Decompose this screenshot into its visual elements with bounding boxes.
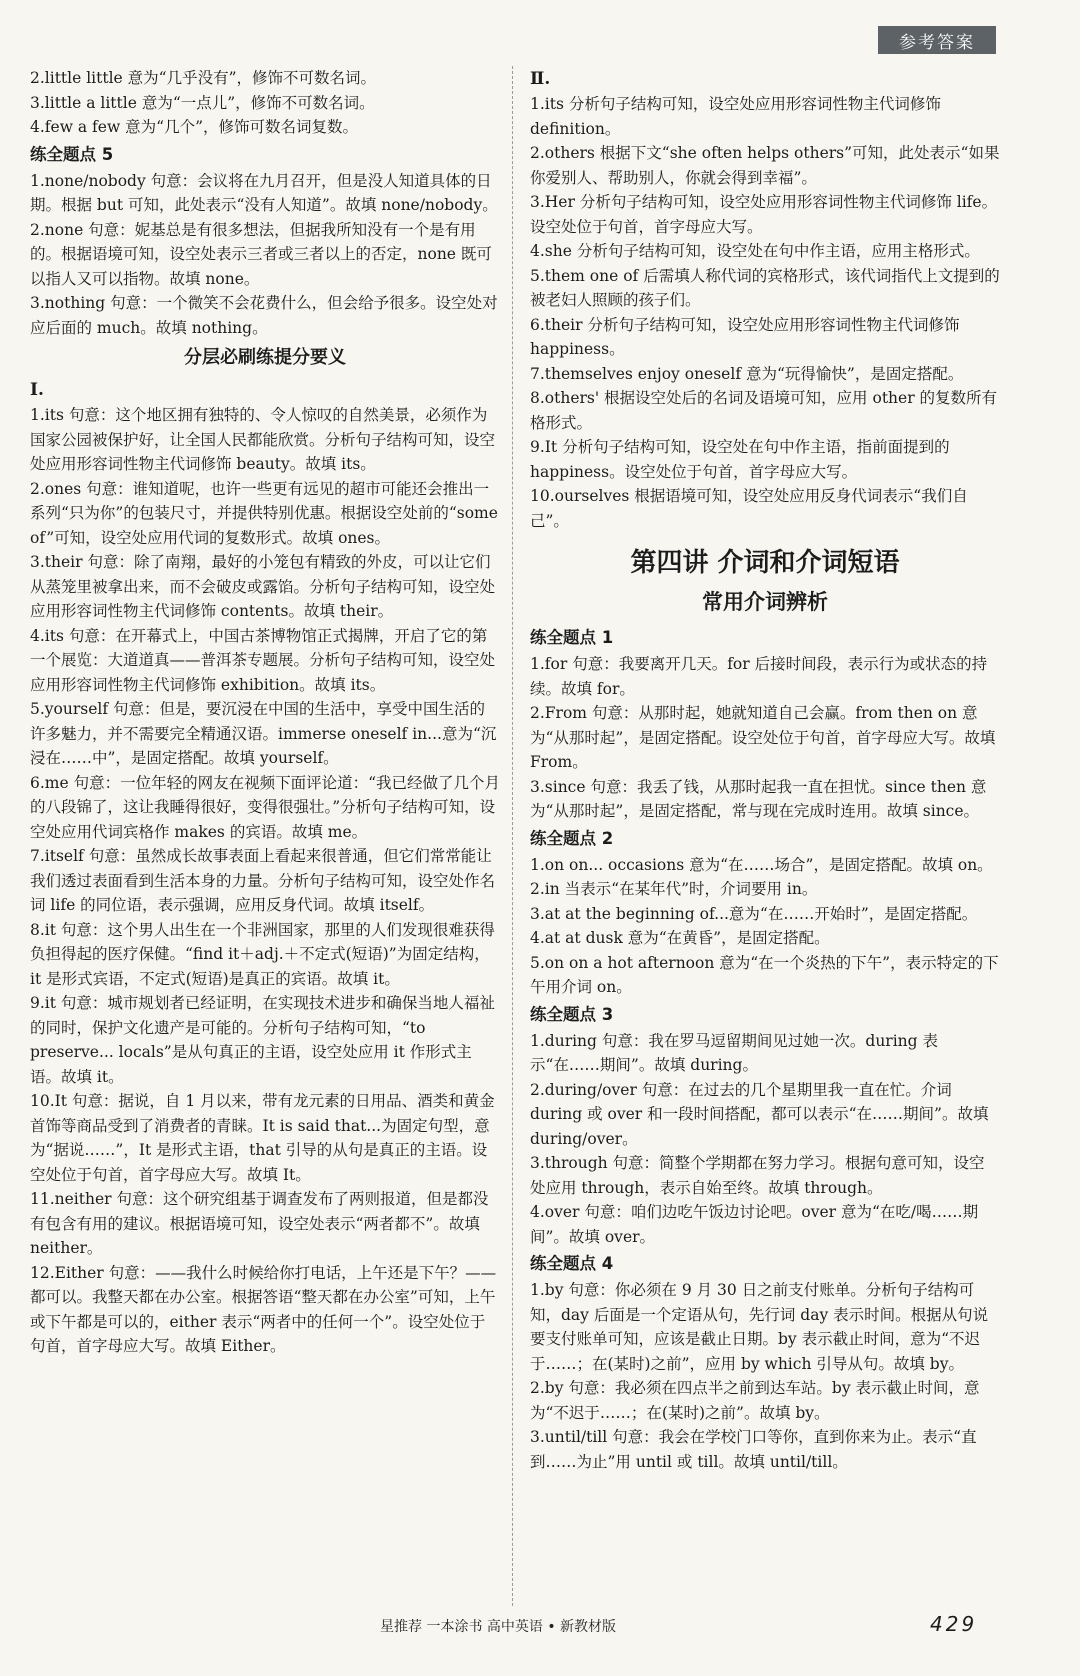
answer-key-badge: 参考答案 bbox=[878, 26, 996, 54]
section-heading: 练全题点 1 bbox=[530, 628, 614, 647]
answer-item: 7.itself 句意：虽然成长故事表面上看起来很普通，但它们常常能让我们透过表面看到生活本身的力量。分析句子结构可知，设空处作名词 life 的同位语，表示强调，应用反身代词。故填 itself。 bbox=[30, 847, 496, 914]
answer-item: 3.at at the beginning of...意为“在……开始时”，是固定搭配。 bbox=[530, 904, 978, 923]
answer-item: 1.on on... occasions 意为“在……场合”，是固定搭配。故填 on。 bbox=[530, 855, 993, 874]
section-heading: 练全题点 5 bbox=[30, 144, 114, 164]
answer-item: 3.Her 分析句子结构可知，设空处应用形容词性物主代词修饰 life。设空处位于句首，首字母应大写。 bbox=[530, 193, 998, 236]
answer-item: 9.It 分析句子结构可知，设空处在句中作主语，指前面提到的 happiness。设空处位于句首，首字母应大写。 bbox=[530, 438, 950, 481]
answer-item: 4.few a few 意为“几个”，修饰可数名词复数。 bbox=[30, 118, 359, 136]
answer-item: 8.others' 根据设空处后的名词及语境可知，应用 other 的复数所有格形式。 bbox=[530, 389, 998, 432]
answer-item: 5.yourself 句意：但是，要沉浸在中国的生活中，享受中国生活的许多魅力，并不需要完全精通汉语。immerse oneself in...意为“沉浸在……中”，是固定搭配。故填 yourself。 bbox=[30, 700, 497, 767]
part-numeral: Ⅱ. bbox=[530, 69, 551, 89]
answer-item: 3.little a little 意为“一点儿”，修饰不可数名词。 bbox=[30, 93, 375, 112]
left-column bbox=[30, 66, 500, 1359]
answer-item: 5.on on a hot afternoon 意为“在一个炎热的下午”，表示特定的下午用介词 on。 bbox=[530, 953, 999, 996]
answer-item: 8.it 句意：这个男人出生在一个非洲国家，那里的人们发现很难获得负担得起的医疗保健。“find it＋adj.＋不定式(短语)”为固定结构，it 是形式宾语，不定式(短语)是真正的宾语。故填 it。 bbox=[30, 920, 495, 988]
answer-item: 5.them one of 后需填人称代词的宾格形式，该代词指代上文提到的被老妇人照顾的孩子们。 bbox=[530, 266, 1000, 309]
answer-item: 3.until/till 句意：我会在学校门口等你，直到你来为止。表示“直到……为止”用 until 或 till。故填 until/till。 bbox=[530, 1428, 977, 1471]
answer-item: 1.by 句意：你必须在 9 月 30 日之前支付账单。分析句子结构可知，day 后面是一个定语从句，先行词 day 表示时间。根据从句说要支付账单可知，应该是截止日期。by 表示截止时间，意为“不迟于……；在(某时)之前”，应用 by which 引导从句。故填 by。 bbox=[530, 1281, 989, 1373]
footer-brand: 星推荐 一本涂书 高中英语 • 新教材版 bbox=[380, 1619, 617, 1635]
answer-item: 2.by 句意：我必须在四点半之前到达车站。by 表示截止时间，意为“不迟于……；在(某时)之前”。故填 by。 bbox=[530, 1379, 980, 1422]
part-numeral: Ⅰ. bbox=[30, 380, 44, 400]
answer-item: 11.neither 句意：这个研究组基于调查发布了两则报道，但是都没有包含有用的建议。根据语境可知，设空处表示“两者都不”。故填 neither。 bbox=[30, 1190, 489, 1257]
answer-item: 7.themselves enjoy oneself 意为“玩得愉快”，是固定搭配。 bbox=[530, 364, 964, 383]
answer-item: 1.for 句意：我要离开几天。for 后接时间段，表示行为或状态的持续。故填 for。 bbox=[530, 655, 988, 698]
answer-item: 2.during/over 句意：在过去的几个星期里我一直在忙。介词 during 或 over 和一段时间搭配，都可以表示“在……期间”。故填 during/over。 bbox=[530, 1080, 989, 1148]
answer-item: 1.none/nobody 句意：会议将在九月召开，但是没人知道具体的日期。根据 but 可知，此处表示“没有人知道”。故填 none/nobody。 bbox=[30, 171, 498, 214]
answer-item: 3.since 句意：我丢了钱，从那时起我一直在担忧。since then 意为“从那时起”，是固定搭配，常与现在完成时连用。故填 since。 bbox=[530, 777, 987, 820]
answer-item: 2.little little 意为“几乎没有”，修饰不可数名词。 bbox=[30, 69, 376, 87]
answer-item: 12.Either 句意：——我什么时候给你打电话，上午还是下午？——都可以。我整天都在办公室。根据答语“整天都在办公室”可知，上午或下午都是可以的，either 表示“两者中的任何一个”。设空处位于句首，首字母应大写。故填 Either。 bbox=[30, 1263, 497, 1355]
page-footer bbox=[0, 1612, 1080, 1642]
answer-item: 1.its 分析句子结构可知，设空处应用形容词性物主代词修饰 definition。 bbox=[530, 95, 941, 138]
answer-item: 10.It 句意：据说，自 1 月以来，带有龙元素的日用品、酒类和黄金首饰等商品受到了消费者的青睐。It is said that...为固定句型，意为“据说……”，It 是形式主语，that 引导的从句是真正的主语。设空处位于句首，首字母应大写。故填 It。 bbox=[30, 1092, 495, 1184]
answer-item: 6.me 句意：一位年轻的网友在视频下面评论道：“我已经做了几个月的八段锦了，这让我睡得很好，变得很强壮。”分析句子结构可知，设空处应用代词宾格作 makes 的宾语。故填 me。 bbox=[30, 773, 501, 841]
answer-item: 9.it 句意：城市规划者已经证明，在实现技术进步和确保当地人福祉的同时，保护文化遗产是可能的。分析句子结构可知，“to preserve... locals”是从句真正的主语，设空处应用 it 作形式主语。故填 it。 bbox=[30, 994, 495, 1086]
subsection-title: 常用介词辨析 bbox=[702, 590, 828, 614]
section-title: 分层必刷练提分要义 bbox=[184, 347, 346, 368]
answer-item: 4.she 分析句子结构可知，设空处在句中作主语，应用主格形式。 bbox=[530, 242, 980, 260]
answer-item: 2.none 句意：妮基总是有很多想法，但据我所知没有一个是有用的。根据语境可知，设空处表示三者或三者以上的否定，none 既可以指人又可以指物。故填 none。 bbox=[30, 220, 492, 288]
column-divider bbox=[512, 66, 513, 1606]
section-heading: 练全题点 3 bbox=[530, 1004, 614, 1024]
section-heading: 练全题点 2 bbox=[530, 828, 614, 848]
answer-item: 2.in 当表示“在某年代”时，介词要用 in。 bbox=[530, 880, 818, 898]
answer-item: 1.its 句意：这个地区拥有独特的、令人惊叹的自然美景，必须作为国家公园被保护好，让全国人民都能欣赏。分析句子结构可知，设空处应用形容词性物主代词修饰 beauty。故填 its。 bbox=[30, 406, 496, 473]
answer-item: 4.at at dusk 意为“在黄昏”，是固定搭配。 bbox=[530, 929, 830, 947]
answer-item: 3.through 句意：简整个学期都在努力学习。根据句意可知，设空处应用 through，表示自始至终。故填 through。 bbox=[530, 1154, 985, 1197]
answer-item: 3.nothing 句意：一个微笑不会花费什么，但会给予很多。设空处对应后面的 much。故填 nothing。 bbox=[30, 294, 498, 337]
lecture-title: 第四讲 介词和介词短语 bbox=[630, 548, 900, 578]
page-number: 429 bbox=[930, 1612, 978, 1636]
answer-item: 10.ourselves 根据语境可知，设空处应用反身代词表示“我们自己”。 bbox=[530, 487, 968, 530]
answer-item: 2.From 句意：从那时起，她就知道自己会赢。from then on 意为“从那时起”，是固定搭配。设空处位于句首，首字母应大写。故填 From。 bbox=[530, 704, 996, 771]
answer-item: 4.over 句意：咱们边吃午饭边讨论吧。over 意为“在吃/喝……期间”。故填 over。 bbox=[530, 1203, 979, 1246]
answer-item: 2.ones 句意：谁知道呢，也许一些更有远见的超市可能还会推出一系列“只为你”的包装尺寸，并提供特别优惠。根据设空处前的“some of”可知，设空处应用代词的复数形式。故填 ones。 bbox=[30, 479, 498, 547]
answer-item: 2.others 根据下文“she often helps others”可知，此处表示“如果你爱别人、帮助别人，你就会得到幸福”。 bbox=[530, 144, 1000, 187]
right-column bbox=[530, 66, 1000, 1474]
answer-item: 3.their 句意：除了南翔，最好的小笼包有精致的外皮，可以让它们从蒸笼里被拿出来，而不会破皮或露馅。分析句子结构可知，设空处应用形容词性物主代词修饰 contents。故填 their。 bbox=[30, 553, 496, 620]
section-heading: 练全题点 4 bbox=[530, 1254, 614, 1273]
answer-item: 4.its 句意：在开幕式上，中国古茶博物馆正式揭牌，开启了它的第一个展览：大道道真——普洱茶专题展。分析句子结构可知，设空处应用形容词性物主代词修饰 exhibition。故填 its。 bbox=[30, 626, 496, 694]
answer-item: 6.their 分析句子结构可知，设空处应用形容词性物主代词修饰 happiness。 bbox=[530, 315, 960, 358]
answer-item: 1.during 句意：我在罗马逗留期间见过她一次。during 表示“在……期间”。故填 during。 bbox=[530, 1031, 938, 1074]
